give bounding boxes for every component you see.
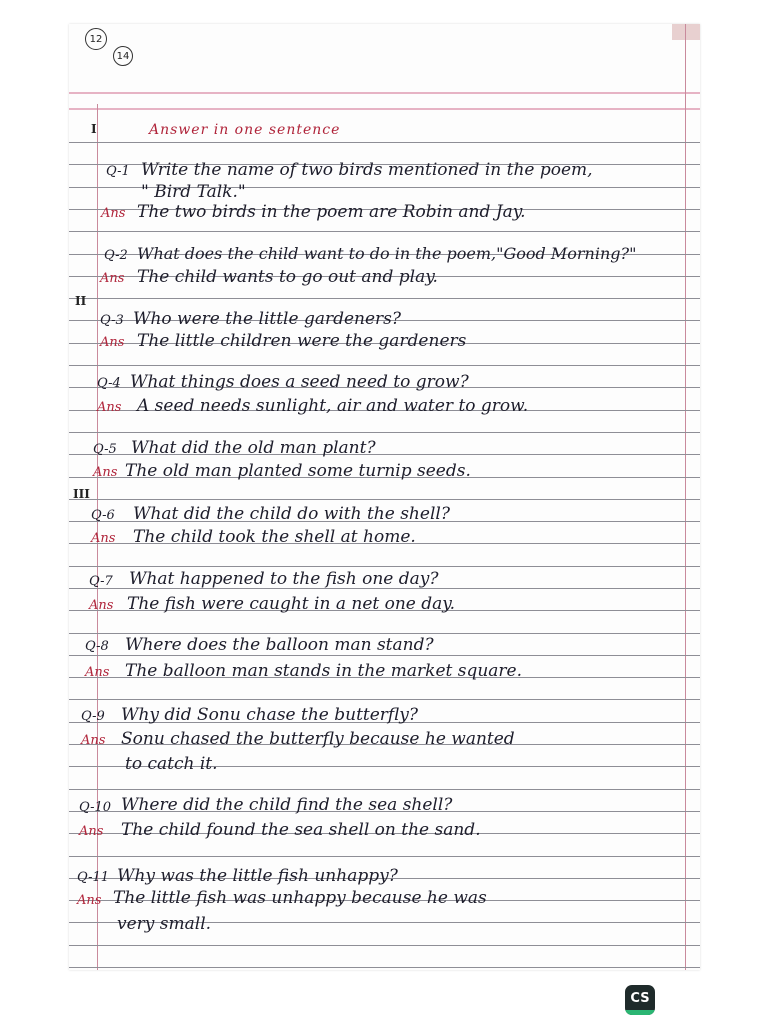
header-rule [69, 108, 700, 110]
question-number: Q-10 [79, 800, 112, 815]
answer-text: The child found the sea shell on the sand. [121, 820, 481, 840]
answer-text: very small. [117, 914, 212, 934]
answer-text: The child took the shell at home. [133, 527, 416, 547]
answer-text: The little children were the gardeners [137, 331, 467, 351]
camscanner-logo [625, 985, 655, 1015]
ruled-line [69, 789, 700, 790]
question-number: Q-8 [85, 639, 109, 654]
section-mark: I [91, 122, 97, 136]
question-text: What did the old man plant? [131, 438, 376, 458]
answer-label: Ans [89, 598, 114, 613]
question-text: What happened to the fish one day? [129, 569, 439, 589]
answer-text: to catch it. [125, 754, 218, 774]
ruled-line [69, 499, 700, 500]
answer-text: The little fish was unhappy because he was [113, 888, 487, 908]
header-rule [69, 92, 700, 94]
question-number: Q-3 [100, 313, 124, 328]
answer-text: The fish were caught in a net one day. [127, 594, 456, 614]
question-text: What things does a seed need to grow? [130, 372, 469, 392]
ruled-line [69, 432, 700, 433]
page-heading: Answer in one sentence [149, 122, 341, 138]
section-mark: III [73, 487, 90, 501]
answer-label: Ans [101, 206, 126, 221]
question-text: Why was the little fish unhappy? [117, 866, 398, 886]
answer-label: Ans [100, 271, 125, 286]
answer-text: The two birds in the poem are Robin and Jay. [137, 202, 526, 222]
page-corner-tab [672, 24, 700, 40]
answer-label: Ans [79, 824, 104, 839]
ruled-line [69, 298, 700, 299]
ruled-line [69, 655, 700, 656]
ruled-line [69, 142, 700, 143]
question-text: Where does the balloon man stand? [125, 635, 434, 655]
answer-label: Ans [81, 733, 106, 748]
answer-label: Ans [77, 893, 102, 908]
question-text: Who were the little gardeners? [133, 309, 402, 329]
answer-label: Ans [91, 531, 116, 546]
question-number: Q-11 [77, 870, 110, 885]
ruled-line [69, 967, 700, 968]
answer-label: Ans [85, 665, 110, 680]
logo-text: CS [630, 990, 650, 1006]
ruled-line [69, 633, 700, 634]
question-text: What does the child want to do in the poem,"Good Morning?" [137, 244, 637, 263]
answer-label: Ans [93, 465, 118, 480]
question-text: What did the child do with the shell? [133, 504, 450, 524]
ruled-line [69, 566, 700, 567]
page-number-circle [113, 46, 133, 66]
ruled-line [69, 365, 700, 366]
answer-text: The balloon man stands in the market square. [125, 661, 523, 681]
question-number: Q-7 [89, 574, 113, 589]
page-number-circle [85, 28, 107, 50]
right-margin-line [685, 24, 686, 970]
section-mark: II [75, 294, 87, 308]
question-text: Write the name of two birds mentioned in the poem, [141, 160, 593, 180]
question-number: Q-2 [104, 248, 128, 263]
ruled-line [69, 231, 700, 232]
answer-text: Sonu chased the butterfly because he wanted [121, 729, 515, 749]
question-text: Where did the child find the sea shell? [121, 795, 453, 815]
ruled-line [69, 856, 700, 857]
question-number: Q-1 [106, 164, 130, 179]
answer-text: A seed needs sunlight, air and water to grow. [137, 396, 529, 416]
page-number: 12 [89, 33, 103, 45]
answer-label: Ans [97, 400, 122, 415]
answer-label: Ans [100, 335, 125, 350]
page-number: 14 [116, 50, 130, 62]
question-text: Why did Sonu chase the butterfly? [121, 705, 418, 725]
answer-text: The child wants to go out and play. [137, 267, 438, 287]
question-text: " Bird Talk." [141, 182, 246, 202]
question-number: Q-9 [81, 709, 105, 724]
question-number: Q-5 [93, 442, 117, 457]
ruled-line [69, 699, 700, 700]
question-number: Q-6 [91, 508, 115, 523]
question-number: Q-4 [97, 376, 121, 391]
notebook-page [69, 24, 700, 970]
ruled-line [69, 945, 700, 946]
answer-text: The old man planted some turnip seeds. [125, 461, 471, 481]
